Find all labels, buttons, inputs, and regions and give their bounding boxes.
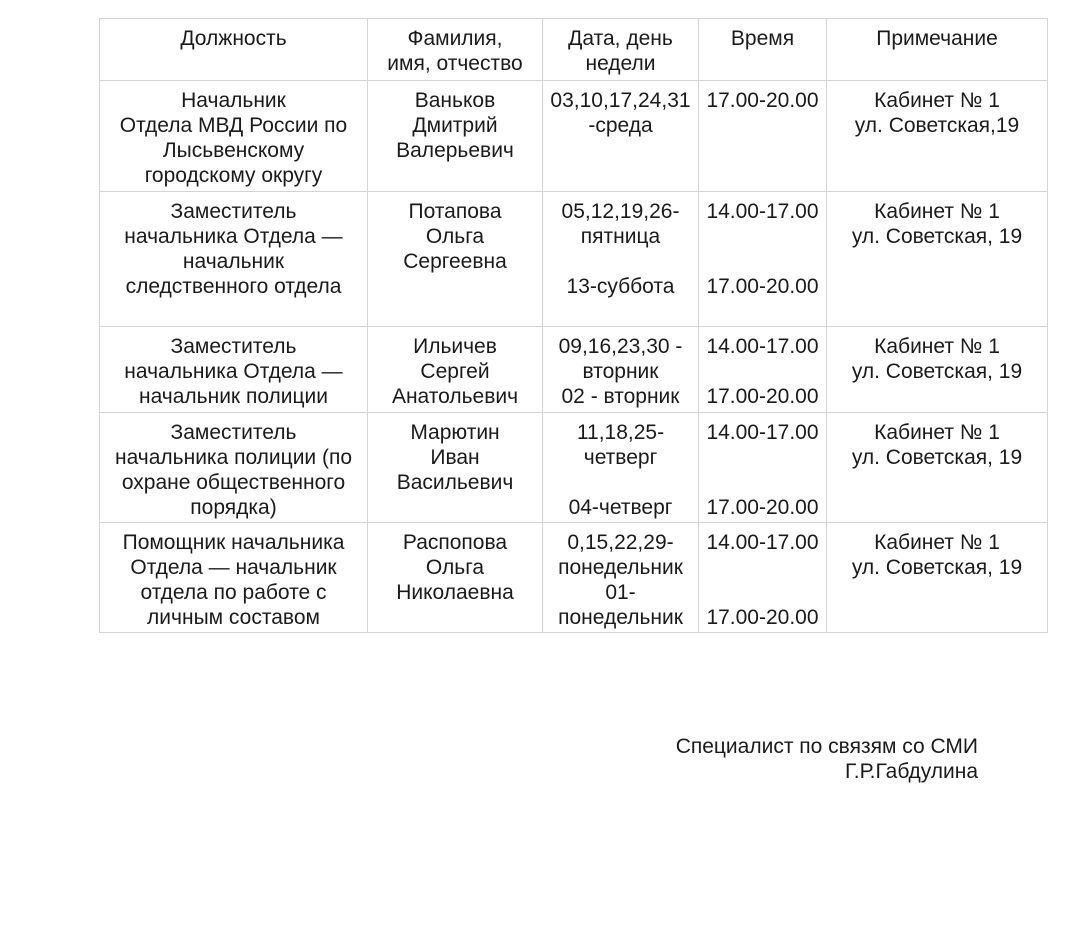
- header-note: Примечание: [827, 19, 1048, 81]
- cell-time: 14.00-17.00 17.00-20.00: [699, 413, 827, 523]
- signature-title: Специалист по связям со СМИ: [675, 735, 978, 758]
- cell-note: Кабинет № 1 ул. Советская,19: [827, 81, 1048, 192]
- cell-time: 14.00-17.00 17.00-20.00: [699, 327, 827, 413]
- signature-name: Г.Р.Габдулина: [844, 760, 978, 783]
- cell-date: 09,16,23,30 - вторник 02 - вторник: [543, 327, 699, 413]
- cell-name: Ваньков Дмитрий Валерьевич: [368, 81, 543, 192]
- signature-block: [560, 734, 978, 784]
- schedule-table: [99, 18, 1048, 633]
- table-row: [100, 413, 1048, 523]
- cell-name: Ильичев Сергей Анатольевич: [368, 327, 543, 413]
- cell-date: 05,12,19,26- пятница 13-суббота: [543, 192, 699, 327]
- cell-time: 14.00-17.00 17.00-20.00: [699, 523, 827, 633]
- table-row: [100, 327, 1048, 413]
- cell-position: Заместитель начальника Отдела — начальник полиции: [100, 327, 368, 413]
- cell-position: Заместитель начальника Отдела — начальник следственного отдела: [100, 192, 368, 327]
- cell-note: Кабинет № 1 ул. Советская, 19: [827, 413, 1048, 523]
- header-name: Фамилия, имя, отчество: [368, 19, 543, 81]
- header-position: Должность: [100, 19, 368, 81]
- cell-date: 0,15,22,29- понедельник 01- понедельник: [543, 523, 699, 633]
- cell-position: Начальник Отдела МВД России по Лысьвенскому городскому округу: [100, 81, 368, 192]
- header-time: Время: [699, 19, 827, 81]
- table-header-row: [100, 19, 1048, 81]
- table-row: [100, 81, 1048, 192]
- cell-time: 17.00-20.00: [699, 81, 827, 192]
- cell-date: 03,10,17,24,31 -среда: [543, 81, 699, 192]
- cell-time: 14.00-17.00 17.00-20.00: [699, 192, 827, 327]
- cell-date: 11,18,25- четверг 04-четверг: [543, 413, 699, 523]
- cell-note: Кабинет № 1 ул. Советская, 19: [827, 523, 1048, 633]
- cell-name: Потапова Ольга Сергеевна: [368, 192, 543, 327]
- cell-note: Кабинет № 1 ул. Советская, 19: [827, 327, 1048, 413]
- cell-name: Марютин Иван Васильевич: [368, 413, 543, 523]
- table-row: [100, 523, 1048, 633]
- header-date: Дата, день недели: [543, 19, 699, 81]
- cell-position: Заместитель начальника полиции (по охране общественного порядка): [100, 413, 368, 523]
- cell-note: Кабинет № 1 ул. Советская, 19: [827, 192, 1048, 327]
- cell-name: Распопова Ольга Николаевна: [368, 523, 543, 633]
- cell-position: Помощник начальника Отдела — начальник отдела по работе с личным составом: [100, 523, 368, 633]
- table-row: [100, 192, 1048, 327]
